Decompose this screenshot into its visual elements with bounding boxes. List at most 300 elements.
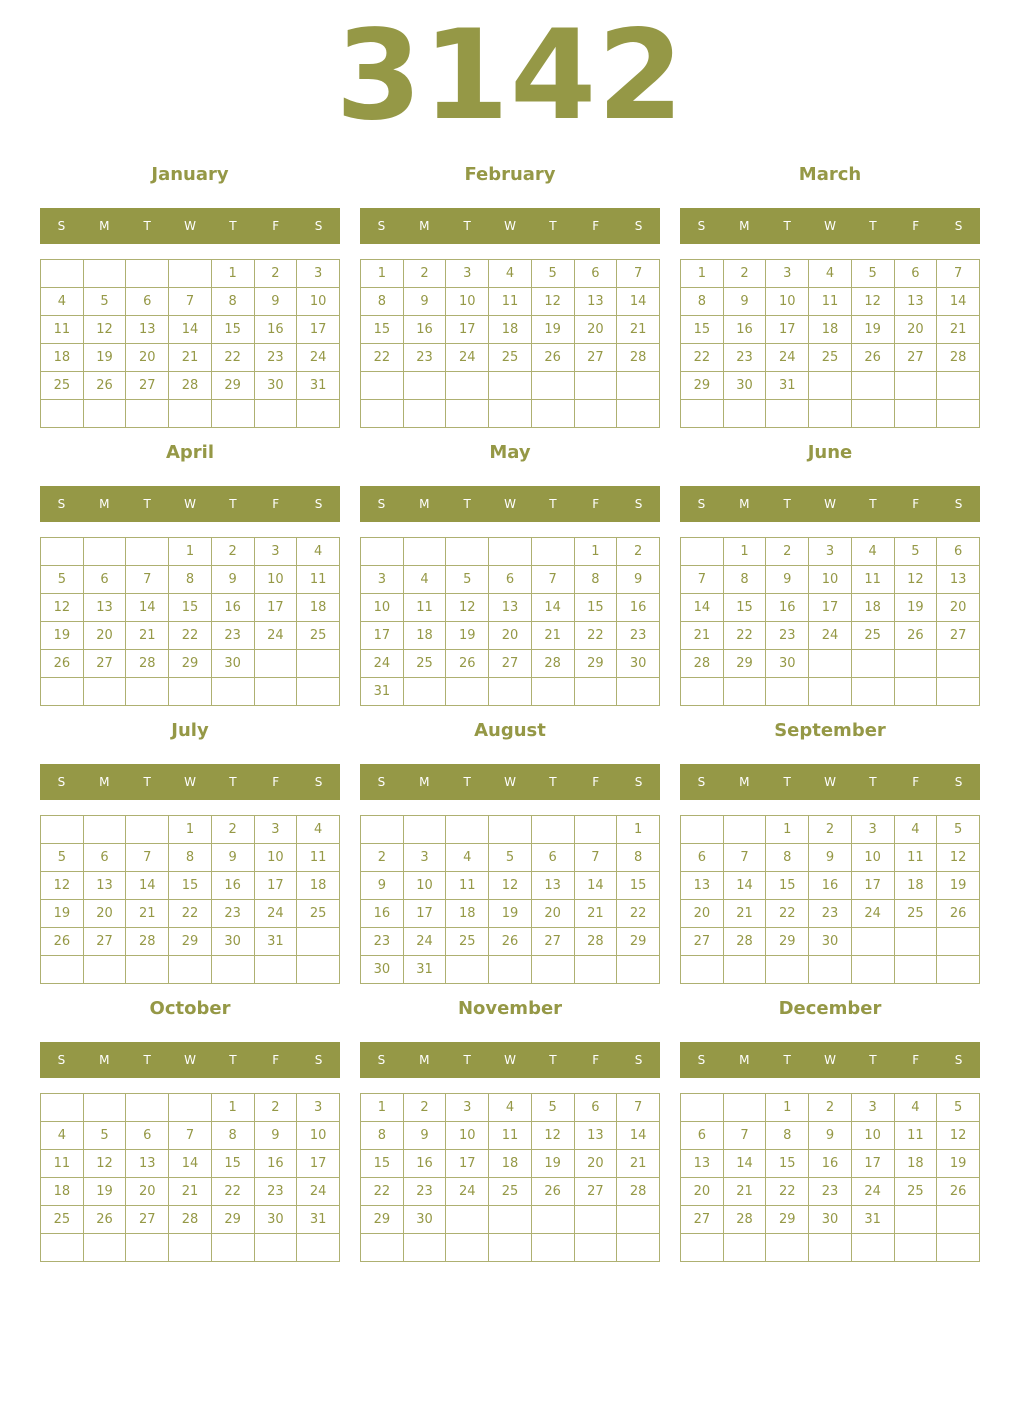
- day-cell: 7: [531, 566, 574, 594]
- weekday-label: S: [57, 219, 66, 233]
- weekday-label: T: [229, 219, 237, 233]
- week-row: [41, 1094, 340, 1122]
- week-row: [41, 622, 340, 650]
- day-cell: 25: [489, 1178, 532, 1206]
- day-cell: [254, 400, 297, 428]
- day-cell: [851, 372, 894, 400]
- day-cell: 24: [446, 344, 489, 372]
- day-cell: 31: [361, 678, 404, 706]
- weekday-label: S: [57, 1053, 66, 1067]
- day-cell: 1: [169, 816, 212, 844]
- weekday-label: F: [592, 1053, 600, 1067]
- day-cell: 21: [169, 344, 212, 372]
- day-cell: [937, 956, 980, 984]
- day-cell: [617, 678, 660, 706]
- day-cell: 7: [126, 566, 169, 594]
- day-cell: 3: [851, 816, 894, 844]
- day-cell: 21: [169, 1178, 212, 1206]
- day-cell: [489, 1234, 532, 1262]
- day-cell: 7: [617, 1094, 660, 1122]
- day-cell: 15: [169, 594, 212, 622]
- day-cell: 12: [489, 872, 532, 900]
- day-cell: 23: [617, 622, 660, 650]
- day-cell: 17: [361, 622, 404, 650]
- day-cell: 1: [211, 1094, 254, 1122]
- day-cell: 14: [617, 1122, 660, 1150]
- day-cell: [403, 678, 446, 706]
- day-cell: [254, 1234, 297, 1262]
- week-row: [41, 372, 340, 400]
- day-cell: 22: [766, 900, 809, 928]
- day-cell: 3: [297, 1094, 340, 1122]
- day-cell: 17: [446, 1150, 489, 1178]
- day-cell: 7: [937, 260, 980, 288]
- day-cell: 9: [766, 566, 809, 594]
- day-cell: 26: [41, 928, 84, 956]
- day-cell: [126, 260, 169, 288]
- day-cell: 11: [809, 288, 852, 316]
- weekday-label: T: [869, 219, 877, 233]
- day-cell: 10: [254, 844, 297, 872]
- day-cell: 7: [723, 1122, 766, 1150]
- day-cell: 10: [446, 1122, 489, 1150]
- day-cell: 18: [403, 622, 446, 650]
- day-cell: 25: [297, 900, 340, 928]
- day-cell: 15: [617, 872, 660, 900]
- day-cell: 22: [766, 1178, 809, 1206]
- weekday-label: F: [912, 219, 920, 233]
- day-cell: [446, 400, 489, 428]
- weekday-label: F: [912, 497, 920, 511]
- day-cell: 12: [531, 288, 574, 316]
- day-cell: 23: [211, 900, 254, 928]
- weekday-label: F: [592, 219, 600, 233]
- week-row: [41, 400, 340, 428]
- year-title: 3142: [335, 4, 685, 148]
- weekday-label: W: [504, 775, 516, 789]
- day-cell: [446, 372, 489, 400]
- day-cell: 2: [809, 816, 852, 844]
- day-cell: 11: [403, 594, 446, 622]
- day-cell: 15: [574, 594, 617, 622]
- day-cell: [617, 956, 660, 984]
- day-cell: 24: [851, 900, 894, 928]
- day-cell: 1: [681, 260, 724, 288]
- day-cell: [254, 650, 297, 678]
- day-cell: 5: [531, 260, 574, 288]
- day-cell: 20: [489, 622, 532, 650]
- day-cell: [403, 372, 446, 400]
- day-cell: 30: [254, 1206, 297, 1234]
- day-cell: 8: [723, 566, 766, 594]
- day-cell: 10: [297, 1122, 340, 1150]
- day-cell: 26: [937, 1178, 980, 1206]
- month-name: May: [489, 442, 531, 463]
- day-cell: 20: [937, 594, 980, 622]
- weekday-label: W: [504, 1053, 516, 1067]
- day-cell: 8: [766, 1122, 809, 1150]
- day-cell: 26: [83, 1206, 126, 1234]
- weekday-label: W: [504, 497, 516, 511]
- day-cell: 25: [851, 622, 894, 650]
- day-cell: [809, 400, 852, 428]
- month-name: December: [778, 998, 882, 1019]
- day-cell: [937, 1234, 980, 1262]
- day-cell: 23: [211, 622, 254, 650]
- day-cell: [489, 678, 532, 706]
- day-grid: [40, 815, 340, 984]
- day-cell: [489, 538, 532, 566]
- day-cell: 2: [617, 538, 660, 566]
- day-cell: 30: [211, 928, 254, 956]
- day-cell: [894, 650, 937, 678]
- day-cell: 5: [41, 566, 84, 594]
- day-cell: 6: [681, 1122, 724, 1150]
- day-cell: 26: [894, 622, 937, 650]
- day-cell: 9: [211, 566, 254, 594]
- day-cell: [809, 1234, 852, 1262]
- day-cell: [211, 956, 254, 984]
- day-cell: 27: [126, 372, 169, 400]
- day-cell: 8: [361, 288, 404, 316]
- day-cell: 16: [809, 872, 852, 900]
- weekday-label: T: [549, 775, 557, 789]
- day-cell: 4: [894, 1094, 937, 1122]
- day-cell: 21: [126, 900, 169, 928]
- weekday-label: S: [314, 497, 323, 511]
- weekday-label: W: [184, 1053, 196, 1067]
- day-grid: [360, 1093, 660, 1262]
- day-cell: 12: [446, 594, 489, 622]
- day-cell: [446, 538, 489, 566]
- day-cell: 24: [254, 900, 297, 928]
- week-row: [681, 844, 980, 872]
- day-cell: 16: [403, 1150, 446, 1178]
- day-cell: [403, 1234, 446, 1262]
- weekday-label: F: [912, 1053, 920, 1067]
- weekday-label: M: [99, 1053, 110, 1067]
- month-name: July: [171, 720, 209, 741]
- weekday-label: S: [314, 775, 323, 789]
- day-cell: [531, 400, 574, 428]
- day-cell: [531, 956, 574, 984]
- day-cell: 10: [403, 872, 446, 900]
- day-cell: 28: [937, 344, 980, 372]
- day-cell: [361, 372, 404, 400]
- weekday-label: T: [783, 775, 791, 789]
- week-row: [41, 260, 340, 288]
- day-cell: 14: [531, 594, 574, 622]
- day-cell: [723, 956, 766, 984]
- day-cell: 19: [41, 900, 84, 928]
- day-cell: [894, 928, 937, 956]
- day-cell: 29: [211, 1206, 254, 1234]
- day-cell: [937, 372, 980, 400]
- day-cell: 18: [297, 872, 340, 900]
- day-cell: [894, 1206, 937, 1234]
- day-cell: 12: [41, 872, 84, 900]
- week-row: [361, 316, 660, 344]
- day-cell: [403, 400, 446, 428]
- day-cell: 22: [361, 344, 404, 372]
- day-cell: 15: [169, 872, 212, 900]
- day-cell: 31: [851, 1206, 894, 1234]
- day-cell: 18: [809, 316, 852, 344]
- day-cell: 2: [766, 538, 809, 566]
- month-name: March: [798, 164, 862, 185]
- day-cell: 12: [851, 288, 894, 316]
- day-cell: 8: [211, 288, 254, 316]
- week-row: [41, 1122, 340, 1150]
- day-cell: 26: [83, 372, 126, 400]
- day-cell: [723, 816, 766, 844]
- day-cell: 6: [83, 844, 126, 872]
- day-cell: 6: [894, 260, 937, 288]
- day-cell: 29: [766, 928, 809, 956]
- day-cell: 22: [211, 1178, 254, 1206]
- day-cell: 5: [446, 566, 489, 594]
- day-cell: 31: [766, 372, 809, 400]
- day-cell: 3: [297, 260, 340, 288]
- day-cell: 9: [403, 288, 446, 316]
- week-row: [681, 260, 980, 288]
- day-cell: 12: [83, 1150, 126, 1178]
- day-cell: 15: [361, 316, 404, 344]
- day-cell: 16: [617, 594, 660, 622]
- weekday-label: F: [912, 775, 920, 789]
- week-row: [41, 288, 340, 316]
- weekday-label: T: [549, 1053, 557, 1067]
- day-cell: 3: [446, 1094, 489, 1122]
- day-cell: 11: [41, 316, 84, 344]
- day-cell: [126, 1094, 169, 1122]
- day-cell: 24: [851, 1178, 894, 1206]
- day-cell: [937, 928, 980, 956]
- week-row: [361, 1094, 660, 1122]
- day-cell: 30: [361, 956, 404, 984]
- day-cell: [809, 956, 852, 984]
- weekday-header: [360, 1042, 660, 1078]
- day-cell: 21: [126, 622, 169, 650]
- week-row: [681, 1234, 980, 1262]
- day-cell: 2: [403, 1094, 446, 1122]
- day-cell: 27: [894, 344, 937, 372]
- day-cell: 17: [446, 316, 489, 344]
- day-cell: 8: [766, 844, 809, 872]
- day-cell: [489, 372, 532, 400]
- day-cell: [361, 816, 404, 844]
- month-name: June: [807, 442, 853, 463]
- day-cell: 4: [489, 260, 532, 288]
- day-cell: 3: [254, 816, 297, 844]
- week-row: [361, 844, 660, 872]
- day-cell: 27: [83, 650, 126, 678]
- day-cell: [211, 678, 254, 706]
- day-cell: 24: [297, 344, 340, 372]
- day-cell: 22: [211, 344, 254, 372]
- weekday-label: T: [229, 497, 237, 511]
- day-cell: [851, 650, 894, 678]
- day-cell: 17: [809, 594, 852, 622]
- weekday-header: [680, 1042, 980, 1078]
- week-row: [681, 316, 980, 344]
- day-cell: 8: [617, 844, 660, 872]
- day-cell: 9: [211, 844, 254, 872]
- day-cell: 24: [254, 622, 297, 650]
- day-cell: [169, 400, 212, 428]
- day-cell: 12: [937, 844, 980, 872]
- day-cell: [937, 650, 980, 678]
- day-cell: 26: [851, 344, 894, 372]
- day-cell: 14: [126, 872, 169, 900]
- weekday-label: F: [272, 219, 280, 233]
- day-cell: 6: [126, 288, 169, 316]
- day-cell: 12: [41, 594, 84, 622]
- week-row: [681, 566, 980, 594]
- day-cell: [83, 400, 126, 428]
- day-cell: 1: [361, 260, 404, 288]
- day-cell: 19: [41, 622, 84, 650]
- day-cell: 6: [574, 1094, 617, 1122]
- day-cell: 3: [446, 260, 489, 288]
- day-cell: [531, 678, 574, 706]
- weekday-label: M: [99, 775, 110, 789]
- day-cell: [531, 1234, 574, 1262]
- weekday-label: T: [869, 497, 877, 511]
- day-cell: 28: [617, 1178, 660, 1206]
- day-cell: 27: [83, 928, 126, 956]
- weekday-label: T: [143, 497, 151, 511]
- day-cell: 20: [83, 622, 126, 650]
- week-row: [361, 928, 660, 956]
- day-cell: [211, 1234, 254, 1262]
- day-cell: 27: [937, 622, 980, 650]
- week-row: [41, 816, 340, 844]
- day-cell: 5: [894, 538, 937, 566]
- day-cell: 7: [169, 1122, 212, 1150]
- day-cell: 9: [254, 288, 297, 316]
- day-cell: 28: [126, 650, 169, 678]
- day-cell: [894, 956, 937, 984]
- day-cell: 13: [681, 872, 724, 900]
- day-cell: 28: [574, 928, 617, 956]
- day-cell: 17: [851, 872, 894, 900]
- day-cell: 12: [83, 316, 126, 344]
- day-cell: [361, 400, 404, 428]
- day-cell: 4: [851, 538, 894, 566]
- day-cell: 18: [851, 594, 894, 622]
- day-cell: 25: [403, 650, 446, 678]
- day-cell: [851, 678, 894, 706]
- day-cell: 17: [254, 594, 297, 622]
- day-cell: 26: [41, 650, 84, 678]
- weekday-label: W: [504, 219, 516, 233]
- day-cell: 29: [766, 1206, 809, 1234]
- week-row: [41, 956, 340, 984]
- day-cell: [723, 400, 766, 428]
- day-cell: 11: [894, 1122, 937, 1150]
- day-cell: 28: [169, 372, 212, 400]
- day-grid: [680, 537, 980, 706]
- day-cell: [169, 260, 212, 288]
- day-cell: [574, 372, 617, 400]
- day-cell: [297, 678, 340, 706]
- day-cell: 3: [403, 844, 446, 872]
- day-cell: 16: [361, 900, 404, 928]
- week-row: [681, 400, 980, 428]
- day-cell: 23: [809, 900, 852, 928]
- day-cell: [681, 816, 724, 844]
- day-cell: 25: [41, 1206, 84, 1234]
- day-cell: [531, 538, 574, 566]
- day-cell: 7: [681, 566, 724, 594]
- day-cell: 27: [681, 1206, 724, 1234]
- day-cell: [574, 400, 617, 428]
- day-cell: 26: [489, 928, 532, 956]
- day-cell: 5: [41, 844, 84, 872]
- day-cell: [574, 1206, 617, 1234]
- day-cell: 20: [574, 316, 617, 344]
- week-row: [41, 872, 340, 900]
- day-cell: [297, 1234, 340, 1262]
- month-name: October: [149, 998, 231, 1019]
- day-cell: 11: [489, 1122, 532, 1150]
- day-cell: 21: [617, 316, 660, 344]
- day-cell: [126, 400, 169, 428]
- day-cell: [531, 816, 574, 844]
- day-cell: 16: [723, 316, 766, 344]
- week-row: [361, 260, 660, 288]
- week-row: [681, 538, 980, 566]
- weekday-label: T: [463, 1053, 471, 1067]
- day-cell: 13: [531, 872, 574, 900]
- day-cell: 1: [211, 260, 254, 288]
- day-cell: 23: [723, 344, 766, 372]
- weekday-label: T: [229, 775, 237, 789]
- weekday-label: S: [634, 219, 643, 233]
- day-cell: [851, 928, 894, 956]
- day-cell: 31: [403, 956, 446, 984]
- day-cell: 5: [937, 816, 980, 844]
- month-name: November: [457, 998, 563, 1019]
- weekday-header: [40, 208, 340, 244]
- weekday-label: F: [272, 1053, 280, 1067]
- day-cell: 8: [169, 566, 212, 594]
- day-cell: 11: [297, 844, 340, 872]
- day-cell: 5: [489, 844, 532, 872]
- day-cell: 28: [617, 344, 660, 372]
- day-cell: [531, 1206, 574, 1234]
- day-cell: [574, 1234, 617, 1262]
- day-cell: 18: [41, 344, 84, 372]
- day-cell: 29: [617, 928, 660, 956]
- day-cell: 8: [574, 566, 617, 594]
- day-cell: [894, 372, 937, 400]
- day-cell: 10: [851, 844, 894, 872]
- day-cell: 20: [894, 316, 937, 344]
- day-cell: 29: [681, 372, 724, 400]
- day-cell: 7: [126, 844, 169, 872]
- day-cell: 9: [809, 1122, 852, 1150]
- day-cell: 20: [126, 1178, 169, 1206]
- day-cell: 3: [254, 538, 297, 566]
- weekday-label: T: [463, 219, 471, 233]
- day-cell: 11: [446, 872, 489, 900]
- day-cell: 18: [894, 1150, 937, 1178]
- weekday-header: [680, 764, 980, 800]
- day-cell: 16: [254, 1150, 297, 1178]
- day-cell: 30: [723, 372, 766, 400]
